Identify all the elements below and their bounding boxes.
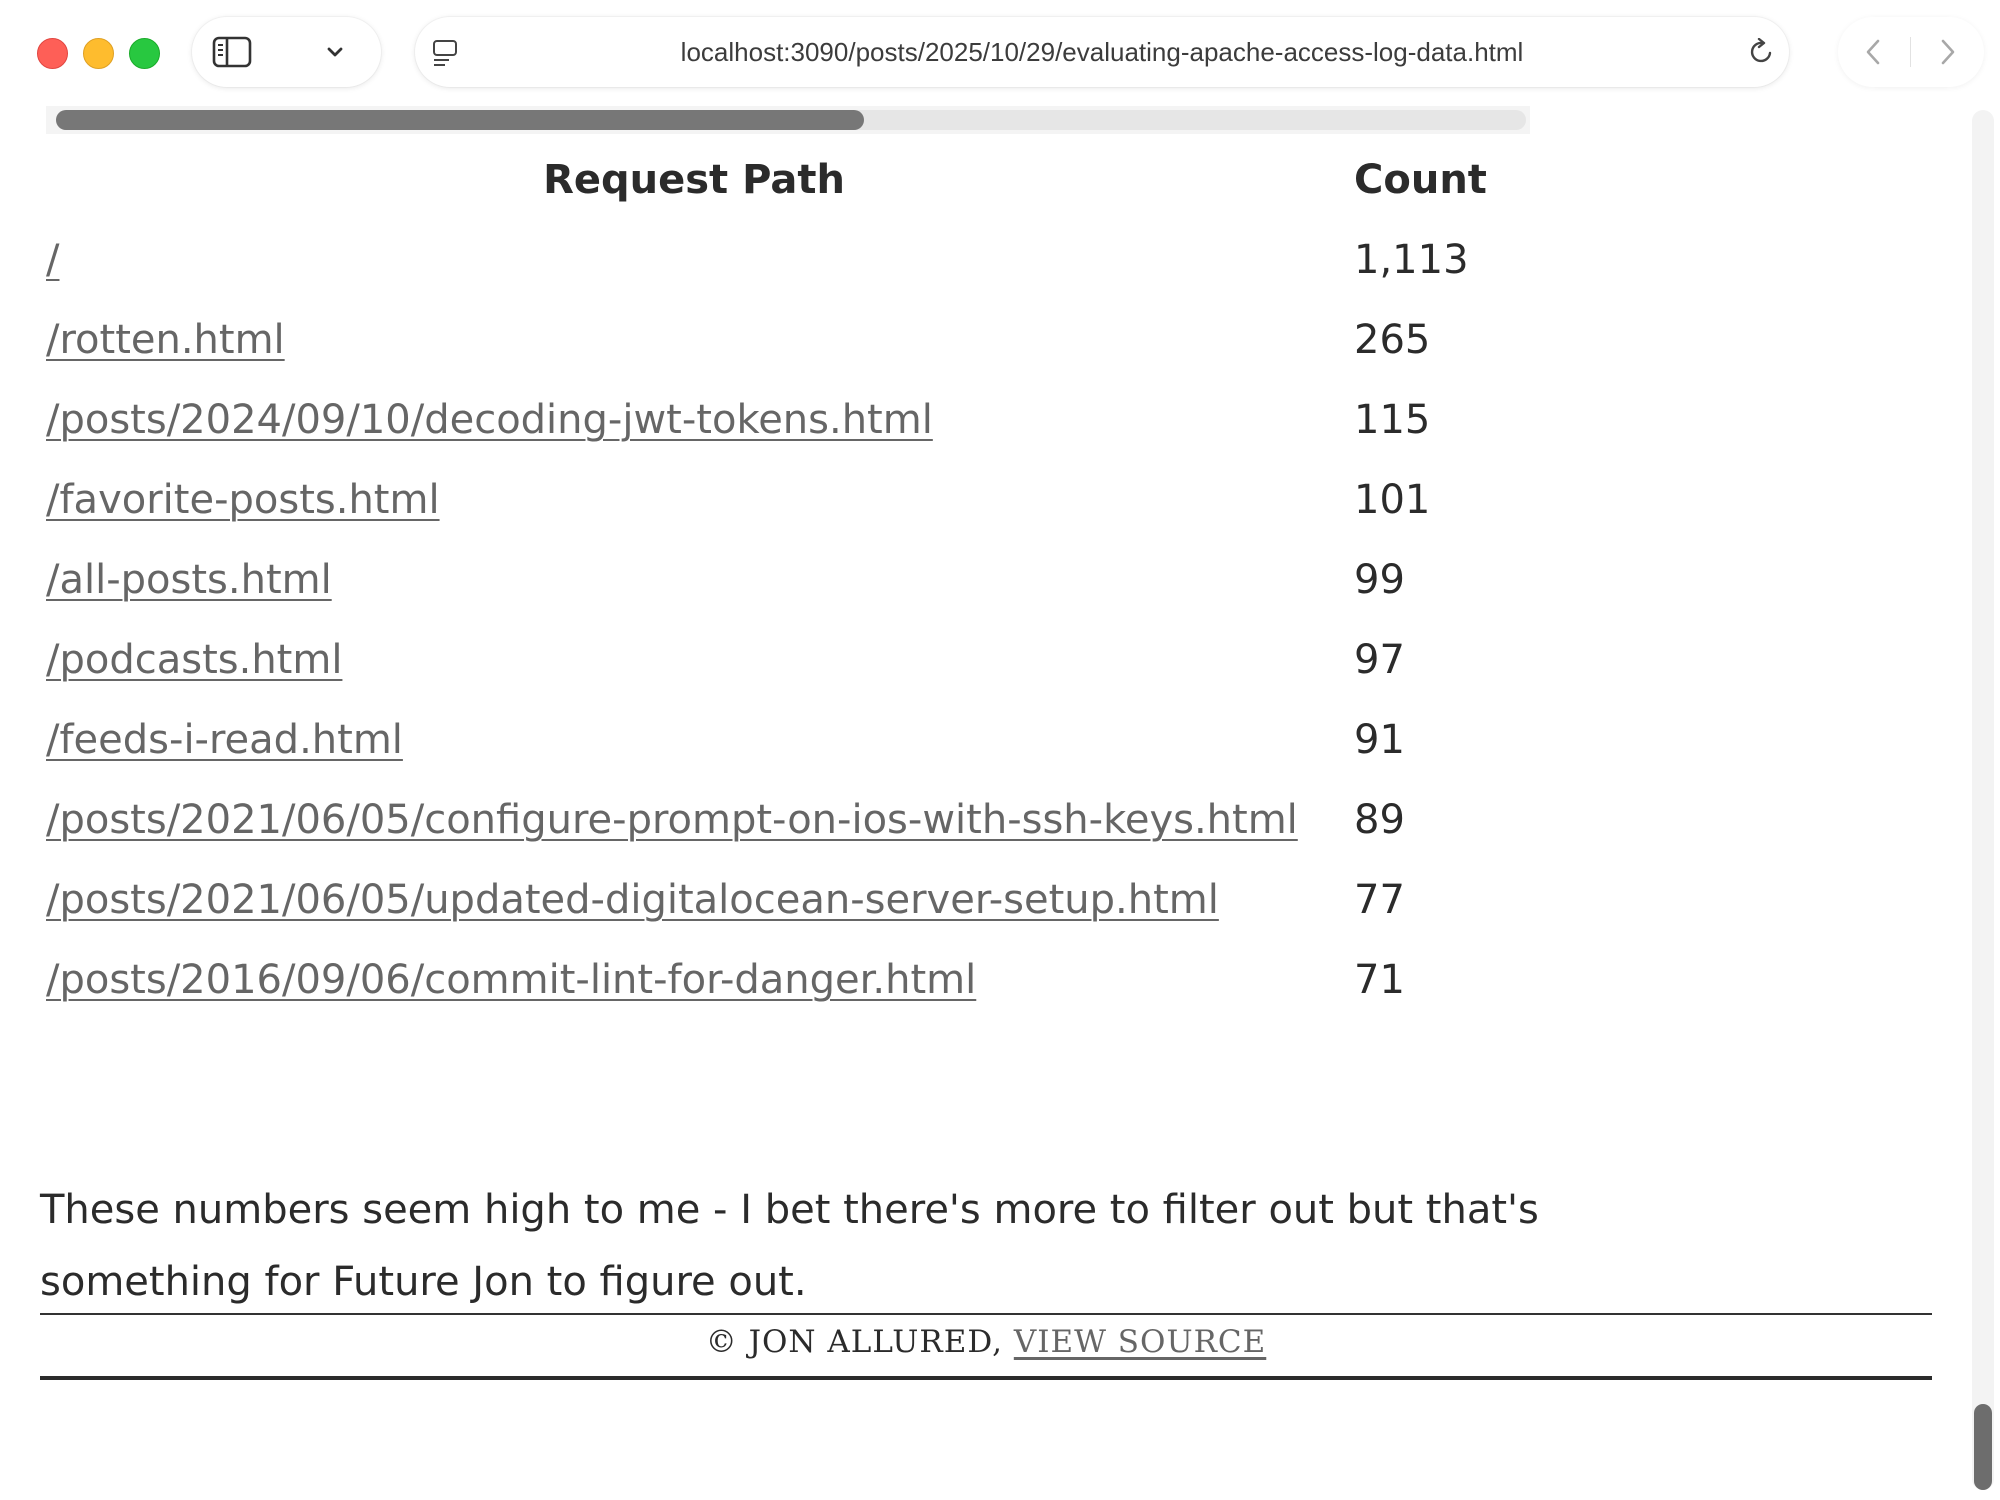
table-row xyxy=(40,620,1493,700)
count-cell: 265 xyxy=(1354,317,1431,363)
table-row xyxy=(40,380,1493,460)
table-row xyxy=(40,860,1493,940)
footer xyxy=(40,1324,1932,1360)
url-text[interactable]: localhost:3090/posts/2025/10/29/evaluating-apache-access-log-data.html xyxy=(680,37,1524,67)
table-row xyxy=(40,220,1493,300)
table-row xyxy=(40,540,1493,620)
count-cell: 71 xyxy=(1354,957,1405,1003)
count-cell: 89 xyxy=(1354,797,1405,843)
count-cell: 101 xyxy=(1354,477,1431,523)
path-link[interactable]: /posts/2024/09/10/decoding-jwt-tokens.html xyxy=(46,397,933,443)
table-row xyxy=(40,460,1493,540)
forward-arrow-icon[interactable] xyxy=(1938,38,1958,66)
path-link[interactable]: /rotten.html xyxy=(46,317,285,363)
footer-copyright: © JON ALLURED, xyxy=(705,1324,1014,1360)
horizontal-scrollbar[interactable] xyxy=(46,106,1530,134)
count-cell: 97 xyxy=(1354,637,1405,683)
table-row xyxy=(40,300,1493,380)
page-content xyxy=(40,106,1930,1500)
path-link[interactable]: /posts/2016/09/06/commit-lint-for-danger.html xyxy=(46,957,977,1003)
horizontal-scrollbar-thumb[interactable] xyxy=(56,110,864,130)
chevron-down-icon[interactable] xyxy=(326,43,344,61)
footer-divider-bottom xyxy=(40,1376,1932,1380)
path-link[interactable]: /posts/2021/06/05/updated-digitalocean-server-setup.html xyxy=(46,877,1219,923)
body-paragraph: These numbers seem high to me - I bet there's more to filter out but that's something for Future Jon to figure out. xyxy=(40,1187,1539,1305)
vertical-scrollbar-thumb[interactable] xyxy=(1974,1404,1992,1490)
path-link[interactable]: /favorite-posts.html xyxy=(46,477,440,523)
horizontal-scrollbar-track[interactable] xyxy=(56,110,1526,130)
count-cell: 1,113 xyxy=(1354,237,1469,283)
path-link[interactable]: /all-posts.html xyxy=(46,557,332,603)
sidebar-icon[interactable] xyxy=(212,36,252,68)
close-window-button[interactable] xyxy=(37,38,68,69)
vertical-scrollbar[interactable] xyxy=(1972,110,1994,1490)
count-cell: 77 xyxy=(1354,877,1405,923)
navigation-buttons xyxy=(1838,17,1984,87)
table-row xyxy=(40,780,1493,860)
request-path-table xyxy=(40,140,1493,1020)
address-bar[interactable] xyxy=(415,17,1789,87)
maximize-window-button[interactable] xyxy=(129,38,160,69)
nav-divider xyxy=(1910,37,1911,67)
path-link[interactable]: / xyxy=(46,237,60,283)
table-header-row xyxy=(40,140,1493,220)
minimize-window-button[interactable] xyxy=(83,38,114,69)
count-cell: 115 xyxy=(1354,397,1431,443)
path-link[interactable]: /posts/2021/06/05/configure-prompt-on-ios-with-ssh-keys.html xyxy=(46,797,1298,843)
view-source-link[interactable]: VIEW SOURCE xyxy=(1013,1324,1267,1360)
reload-icon[interactable] xyxy=(1748,38,1776,66)
count-cell: 99 xyxy=(1354,557,1405,603)
count-cell: 91 xyxy=(1354,717,1405,763)
request-path-header: Request Path xyxy=(543,157,845,203)
path-link[interactable]: /podcasts.html xyxy=(46,637,343,683)
count-header: Count xyxy=(1354,157,1487,203)
path-link[interactable]: /feeds-i-read.html xyxy=(46,717,403,763)
table-row xyxy=(40,700,1493,780)
footer-divider-top xyxy=(40,1313,1932,1315)
browser-toolbar xyxy=(0,0,2000,106)
sidebar-toggle-group xyxy=(192,17,381,87)
table-row xyxy=(40,940,1493,1020)
back-arrow-icon[interactable] xyxy=(1863,38,1883,66)
